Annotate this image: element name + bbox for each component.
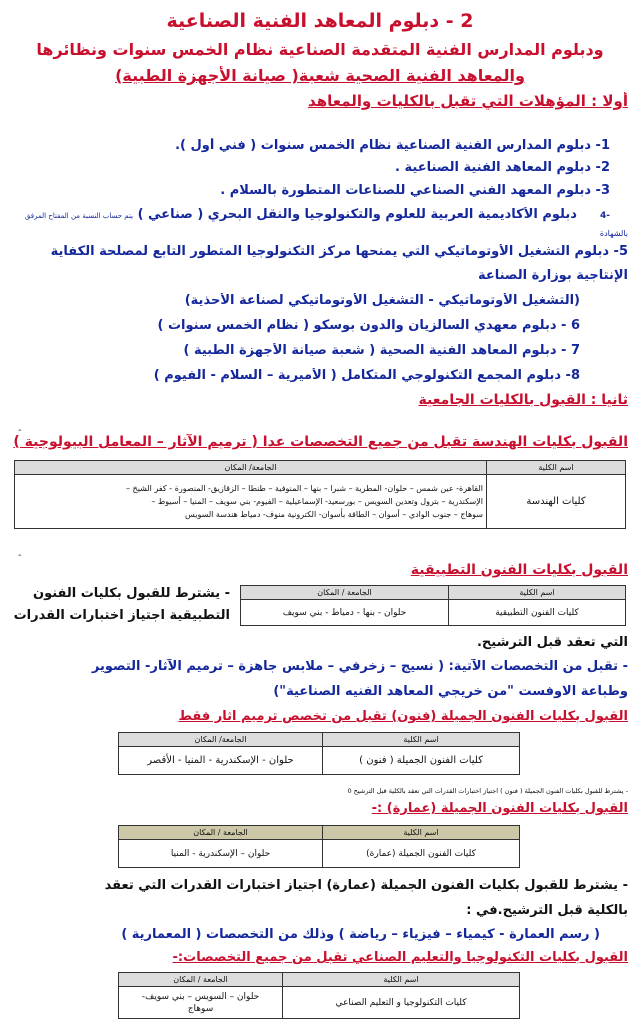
technology-heading: القبول بكليات التكنولوجيا والتعليم الصناعي تقبل من جميع التخصصات:- [172, 950, 628, 965]
qualification-item-5-line-1: 5- دبلوم التشغيل الأوتوماتيكي التي يمنحها مركز التكنولوجيا المتطور التابع لمصلحة الكفاية [50, 244, 628, 259]
architecture-note-1: - يشترط للقبول بكليات الفنون الجميلة (عمارة) اجتياز اختبارات القدرات التي تعقد [104, 878, 628, 893]
applied-arts-note-3: التي تعقد قبل الترشيح. [476, 635, 628, 650]
qualification-item-6: 6 - دبلوم معهدي السالزيان والدون بوسكو ( نظام الخمس سنوات ) [157, 318, 580, 333]
document-subtitle-2: والمعاهد الفنية الصحية شعبة( صيانة الأجهزة الطبية) [115, 66, 525, 85]
fine-arts-table [118, 732, 520, 775]
table-cell-universities [15, 475, 487, 529]
architecture-note-3: ( رسم العمارة - كيمياء – فيزياء – رياضة ) وذلك من التخصصات ( المعمارية ) [121, 927, 600, 942]
specialties-line-2: وطباعة الاوفست "من خريجي المعاهد الفنيه الصناعية") [273, 684, 628, 699]
universities-line: سوهاج [187, 1003, 214, 1014]
fine-arts-heading: القبول بكليات الفنون الجميلة (فنون) تقبل من تخصص ترميم اثار فقط [178, 709, 628, 724]
table-cell-universities: حلوان - بنها - دمياط - بني سويف [241, 600, 449, 626]
table-cell-college: كليات الهندسة [487, 475, 626, 529]
qualification-item-4-number: -4 [599, 211, 610, 221]
column-header-university: الجامعة/ المكان [119, 733, 323, 747]
column-header-college: اسم الكلية [323, 826, 520, 840]
qualification-item-5-line-2: الإنتاجية بوزارة الصناعة [477, 268, 628, 283]
qualification-item-4-text: دبلوم الأكاديمية العربية للعلوم والتكنولوجيا والنقل البحري ( صناعي ) [137, 207, 577, 222]
table-cell-universities: حلوان – الإسكندرية - المنيا [119, 840, 323, 868]
table-cell-college: كليات التكنولوجيا و التعليم الصناعي [283, 987, 520, 1019]
architecture-table [118, 825, 520, 868]
universities-line: الإسكندرية – بترول وتعدين السويس – بورسعيد- الإسماعيلية – الفيوم- بني سويف – المنيا – أسيوط – [151, 497, 483, 506]
specialties-line-1: - تقبل من التخصصات الآتية: ( نسيج – زخرفي – ملابس جاهزة – ترميم الآثار- التصوير [91, 659, 628, 674]
column-header-university: الجامعة / المكان [119, 973, 283, 987]
qualification-item-3: 3- دبلوم المعهد الفني الصناعي للصناعات المتطورة بالسلام . [220, 183, 610, 198]
table-cell-college: كليات الفنون الجميلة (عمارة) [323, 840, 520, 868]
table-cell-college: كليات الفنون التطبيقية [449, 600, 626, 626]
qualification-item-1: 1- دبلوم المدارس الفنية الصناعية نظام الخمس سنوات ( فني أول ). [175, 138, 610, 153]
qualification-item-2: 2- دبلوم المعاهد الفنية الصناعية . [395, 160, 610, 175]
column-header-university: الجامعة/ المكان [15, 461, 487, 475]
universities-line: سوهاج – جنوب الوادي – أسوان – الطاقة بأسوان- الكترونية منوف- دمياط هندسة السويس [185, 510, 483, 519]
column-header-college: اسم الكلية [323, 733, 520, 747]
fine-arts-note: - يشترط للقبول بكليات الفنون الجميلة ( فنون ) اجتياز اختبارات القدرات التي تعقد بالكلية قبل الترشيح 0 [347, 787, 628, 795]
applied-arts-note-1: - يشترط للقبول بكليات الفنون [32, 586, 230, 601]
qualification-item-4-note-2: بالشهادة [599, 229, 628, 238]
engineering-table [14, 460, 626, 529]
qualification-item-5-line-3: (التشغيل الأوتوماتيكي - التشغيل الأوتوماتيكي لصناعة الأحذية) [184, 293, 580, 308]
architecture-heading: القبول بكليات الفنون الجميلة (عمارة) :- [371, 801, 628, 816]
table-cell-universities [119, 987, 283, 1019]
column-header-college: اسم الكلية [487, 461, 626, 475]
universities-line: حلوان – السويس – بني سويف- [141, 991, 260, 1002]
universities-line: القاهرة- عين شمس – حلوان- المطرية – شبرا – بنها – المنوفية – طنطا – الزقازيق- المنصورة - كفر الشيخ – [125, 484, 483, 493]
engineering-heading: القبول بكليات الهندسة تقبل من جميع التخصصات عدا ( ترميم الآثار – المعامل البيولوجية ) [13, 434, 628, 450]
qualification-item-4-note: يتم حساب النسبة من المفتاح المرفق [24, 212, 134, 220]
qualification-item-8: 8- دبلوم المجمع التكنولوجي المتكامل ( الأميرية – السلام - الفيوم ) [153, 368, 580, 383]
technology-table [118, 972, 520, 1019]
column-header-university: الجامعة / المكان [119, 826, 323, 840]
column-header-college: اسم الكلية [449, 586, 626, 600]
table-cell-universities: حلوان - الإسكندرية - المنيا - الأقصر [119, 747, 323, 775]
applied-arts-note-2: التطبيقية اجتياز اختبارات القدرات [13, 608, 230, 623]
column-header-university: الجامعة / المكان [241, 586, 449, 600]
column-header-college: اسم الكلية [283, 973, 520, 987]
dash-mark: - [18, 425, 22, 436]
applied-arts-table [240, 585, 626, 626]
table-cell-college: كليات الفنون الجميلة ( فنون ) [323, 747, 520, 775]
document-title: 2 - دبلوم المعاهد الفنية الصناعية [166, 10, 474, 32]
qualification-item-7: 7 - دبلوم المعاهد الفنية الصحية ( شعبة صيانة الأجهزة الطبية ) [183, 343, 580, 358]
document-subtitle: ودبلوم المدارس الفنية المتقدمة الصناعية نظام الخمس سنوات ونظائرها [36, 40, 604, 59]
architecture-note-2: بالكلية قبل الترشيح.في : [466, 903, 628, 918]
dash-mark: - [18, 550, 22, 561]
qualification-item-4 [12, 207, 610, 222]
applied-arts-heading: القبول بكليات الفنون التطبيقية [410, 562, 628, 578]
section1-heading: أولا : المؤهلات التي تقبل بالكليات والمعاهد [308, 92, 628, 110]
section2-heading: ثانيا : القبول بالكليات الجامعية [418, 392, 628, 408]
